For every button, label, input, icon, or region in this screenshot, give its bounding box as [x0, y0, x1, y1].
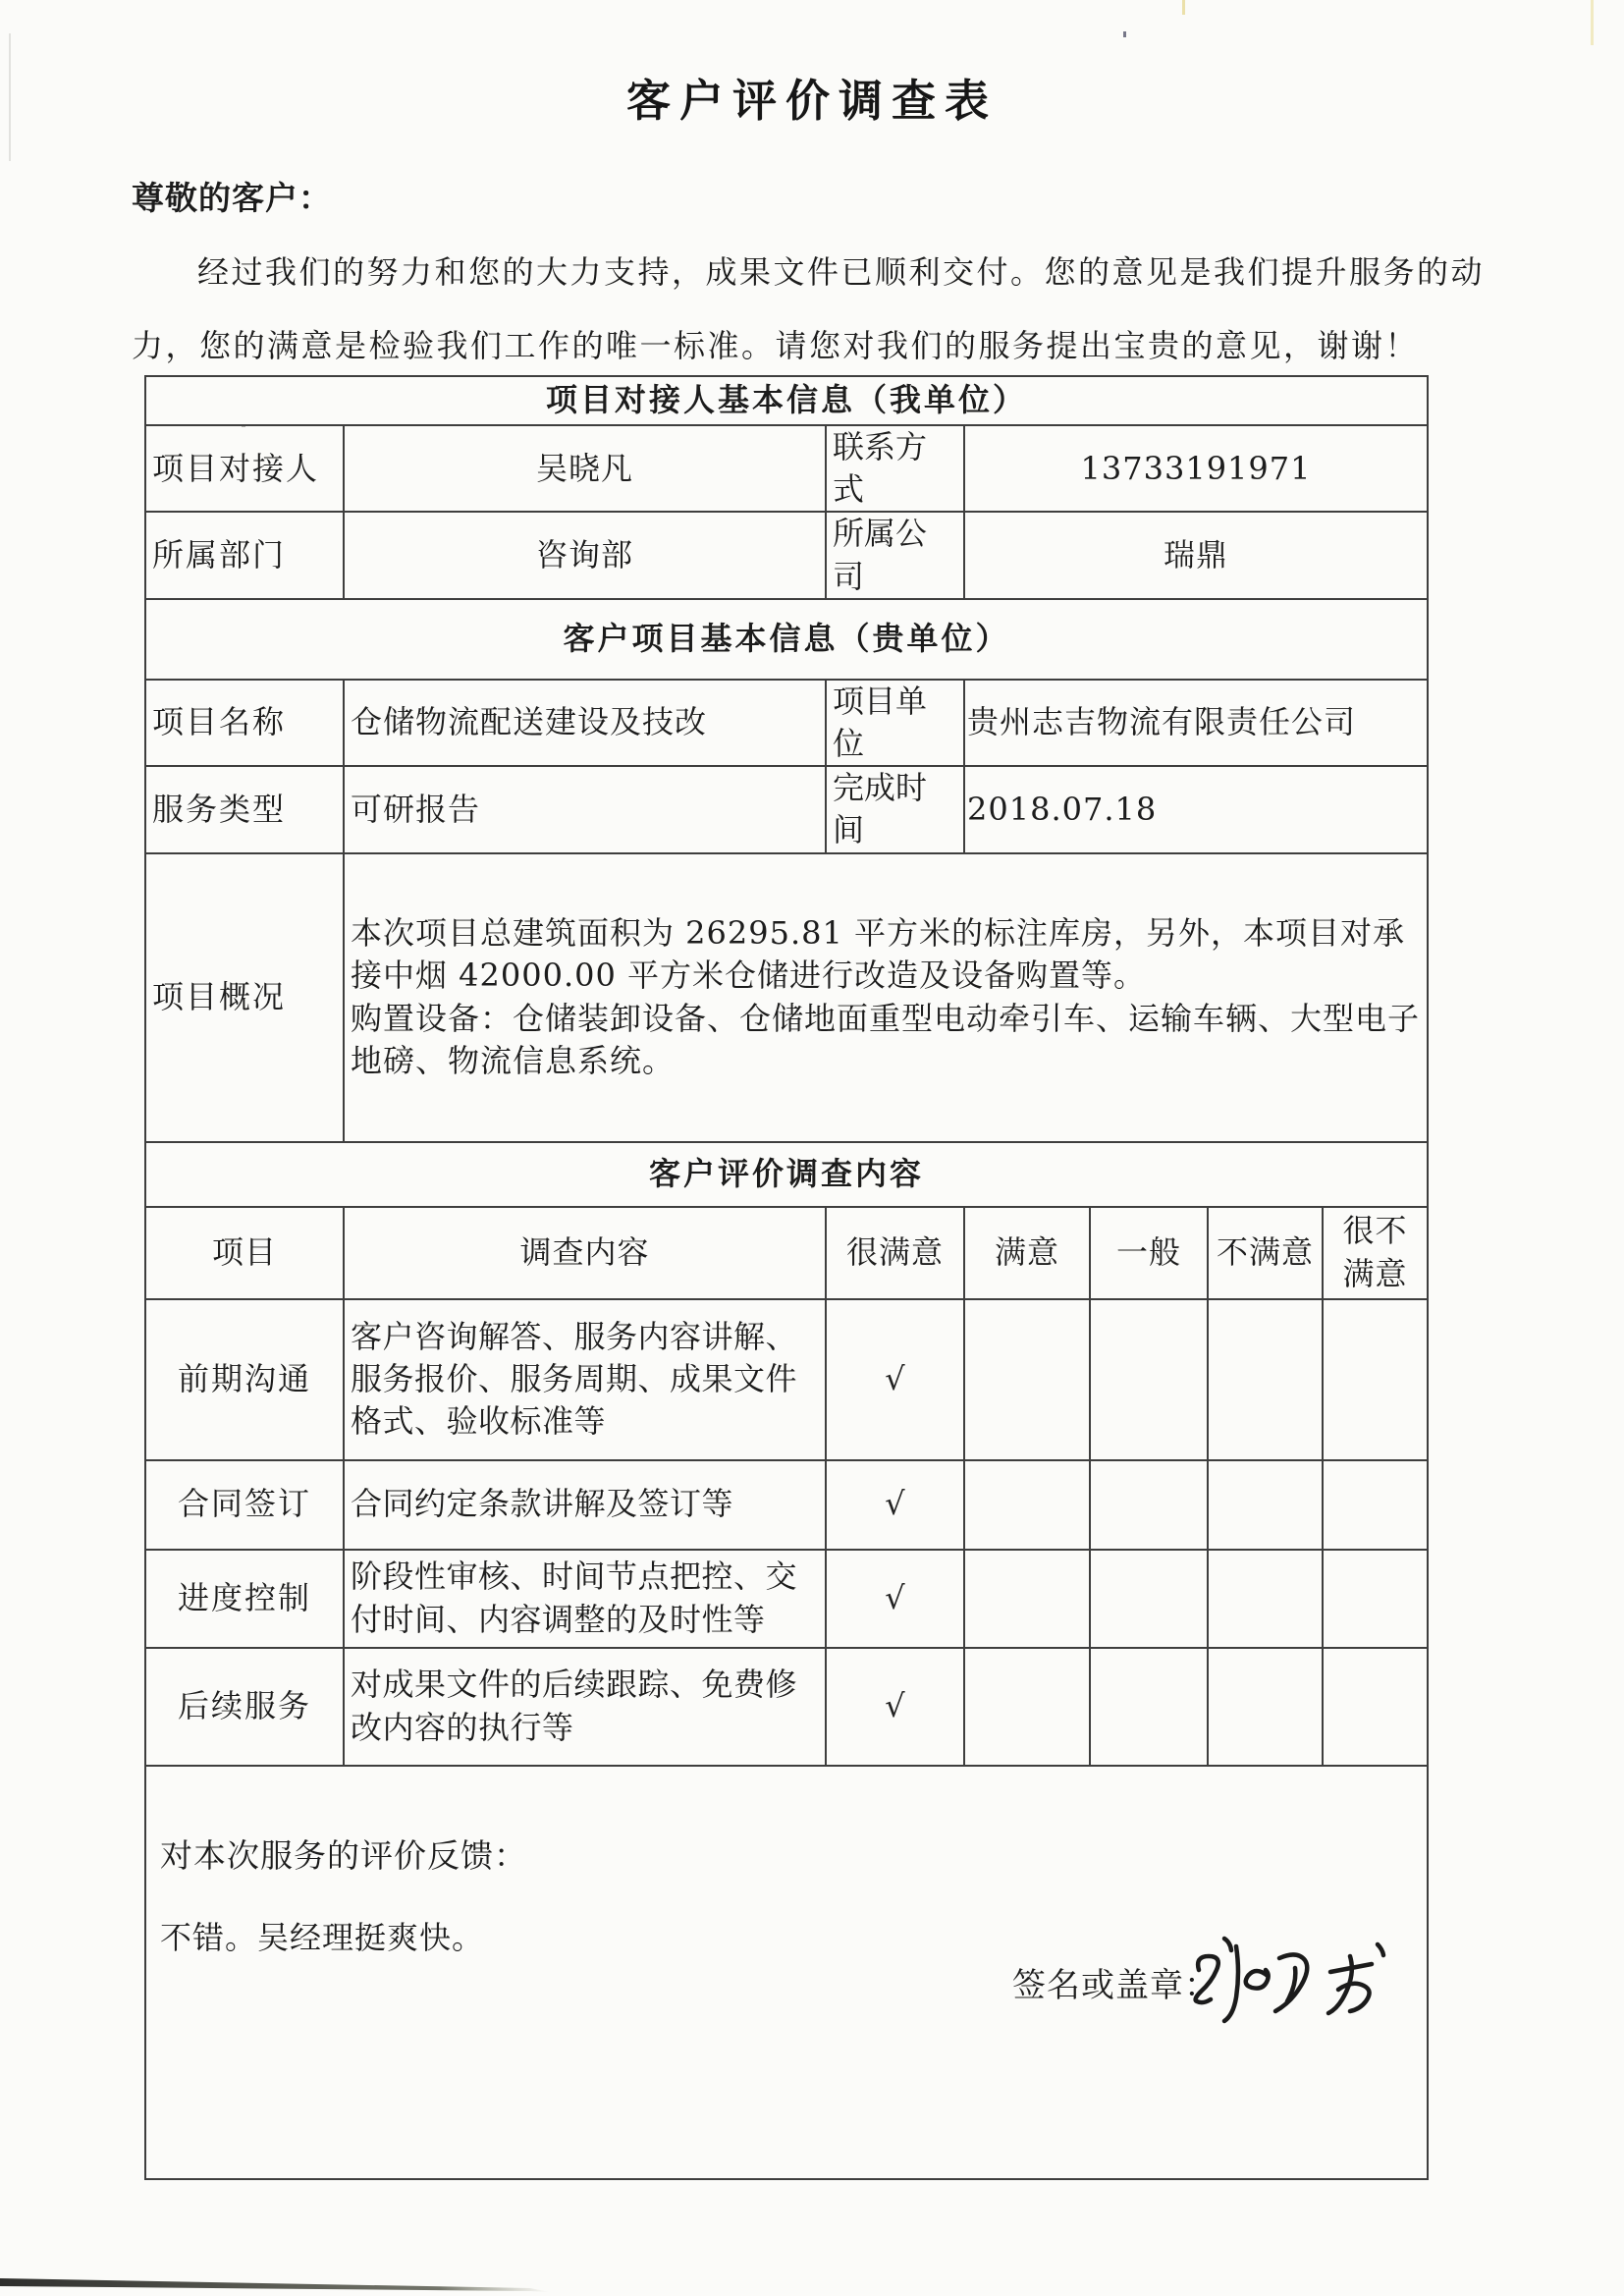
empty-cell: [1323, 1460, 1428, 1550]
table-row: [145, 853, 1428, 1142]
row-item-label: 合同签订: [145, 1460, 344, 1550]
company-label: 所属公司: [826, 512, 964, 598]
checkmark-very-satisfied: √: [826, 1648, 964, 1766]
empty-cell: [1208, 1648, 1323, 1766]
finish-date-label: 完成时间: [826, 766, 964, 852]
survey-form-table: [144, 375, 1429, 2180]
handwritten-signature: [1181, 1925, 1397, 2043]
empty-cell: [964, 1299, 1090, 1460]
section-header-contact-info: 项目对接人基本信息（我单位）: [145, 376, 1428, 425]
empty-cell: [1208, 1550, 1323, 1648]
row-content: 客户咨询解答、服务内容讲解、服务报价、服务周期、成果文件格式、验收标准等: [344, 1299, 826, 1460]
feedback-comment: 不错。吴经理挺爽快。: [160, 1918, 485, 1956]
company-value: 瑞鼎: [964, 512, 1428, 598]
column-header-item: 项目: [145, 1207, 344, 1299]
column-header-very-satisfied: 很满意: [826, 1207, 964, 1299]
section-header-project-info: 客户项目基本信息（贵单位）: [145, 599, 1428, 680]
row-content: 合同约定条款讲解及签订等: [344, 1460, 826, 1550]
service-type-value: 可研报告: [344, 766, 826, 852]
row-item-label: 前期沟通: [145, 1299, 344, 1460]
row-item-label: 后续服务: [145, 1648, 344, 1766]
row-item-label: 进度控制: [145, 1550, 344, 1648]
empty-cell: [1208, 1299, 1323, 1460]
phone-value: 13733191971: [964, 425, 1428, 512]
empty-cell: [964, 1550, 1090, 1648]
project-unit-value: 贵州志吉物流有限责任公司: [964, 680, 1428, 766]
finish-date-value: 2018.07.18: [964, 766, 1428, 852]
overview-paragraph-1: 本次项目总建筑面积为 26295.81 平方米的标注库房，另外，本项目对承接中烟 42000.00 平方米仓储进行改造及设备购置等。: [351, 914, 1406, 995]
project-name-label: 项目名称: [145, 680, 344, 766]
service-type-label: 服务类型: [145, 766, 344, 852]
table-row-follow-up-service: [145, 1648, 1428, 1766]
scan-artifact-yellow-dash: [1182, 0, 1185, 15]
department-label: 所属部门: [145, 512, 344, 598]
intro-paragraph-line-1: 经过我们的努力和您的大力支持，成果文件已顺利交付。您的意见是我们提升服务的动: [197, 253, 1486, 291]
department-value: 咨询部: [344, 512, 826, 598]
scan-artifact-yellow-dash: [1591, 0, 1594, 45]
empty-cell: [1323, 1648, 1428, 1766]
section-header-evaluation: 客户评价调查内容: [145, 1142, 1428, 1207]
phone-label: 联系方式: [826, 425, 964, 512]
greeting-text: 尊敬的客户：: [132, 179, 332, 217]
empty-cell: [1323, 1299, 1428, 1460]
table-row-contract-signing: [145, 1460, 1428, 1550]
empty-cell: [1208, 1460, 1323, 1550]
contact-person-label: 项目对接人: [145, 425, 344, 512]
column-header-unsatisfied: 不满意: [1208, 1207, 1323, 1299]
intro-paragraph-line-2: 力，您的满意是检验我们工作的唯一标准。请您对我们的服务提出宝贵的意见，谢谢！: [132, 327, 1420, 364]
row-content: 阶段性审核、时间节点把控、交付时间、内容调整的及时性等: [344, 1550, 826, 1648]
empty-cell: [964, 1648, 1090, 1766]
empty-cell: [964, 1460, 1090, 1550]
empty-cell: [1090, 1460, 1208, 1550]
column-header-neutral: 一般: [1090, 1207, 1208, 1299]
page-title: 客户评价调查表: [625, 75, 998, 127]
project-overview-label: 项目概况: [145, 853, 344, 1142]
feedback-cell: [145, 1766, 1428, 2179]
table-row: [145, 425, 1428, 512]
contact-person-value: 吴晓凡: [344, 425, 826, 512]
scan-artifact-bottom-edge: [0, 2272, 550, 2296]
table-row-progress-control: [145, 1550, 1428, 1648]
column-header-content: 调查内容: [344, 1207, 826, 1299]
empty-cell: [1090, 1299, 1208, 1460]
table-row-feedback: [145, 1766, 1428, 2179]
feedback-label: 对本次服务的评价反馈：: [160, 1835, 527, 1875]
empty-cell: [1323, 1550, 1428, 1648]
overview-paragraph-2: 购置设备：仓储装卸设备、仓储地面重型电动牵引车、运输车辆、大型电子地磅、物流信息系统。: [351, 999, 1421, 1079]
table-row: [145, 512, 1428, 598]
project-overview-text: [344, 853, 1428, 1142]
table-row-early-communication: [145, 1299, 1428, 1460]
scan-artifact-speck: [1123, 31, 1126, 37]
column-header-very-unsatisfied: 很不满意: [1323, 1207, 1428, 1299]
row-content: 对成果文件的后续跟踪、免费修改内容的执行等: [344, 1648, 826, 1766]
project-unit-label: 项目单位: [826, 680, 964, 766]
empty-cell: [1090, 1550, 1208, 1648]
signature-label: 签名或盖章：: [1012, 1965, 1218, 2005]
checkmark-very-satisfied: √: [826, 1299, 964, 1460]
checkmark-very-satisfied: √: [826, 1550, 964, 1648]
checkmark-very-satisfied: √: [826, 1460, 964, 1550]
column-header-satisfied: 满意: [964, 1207, 1090, 1299]
table-row: [145, 680, 1428, 766]
table-row: [145, 766, 1428, 852]
table-header-row: [145, 1207, 1428, 1299]
project-name-value: 仓储物流配送建设及技改: [344, 680, 826, 766]
empty-cell: [1090, 1648, 1208, 1766]
